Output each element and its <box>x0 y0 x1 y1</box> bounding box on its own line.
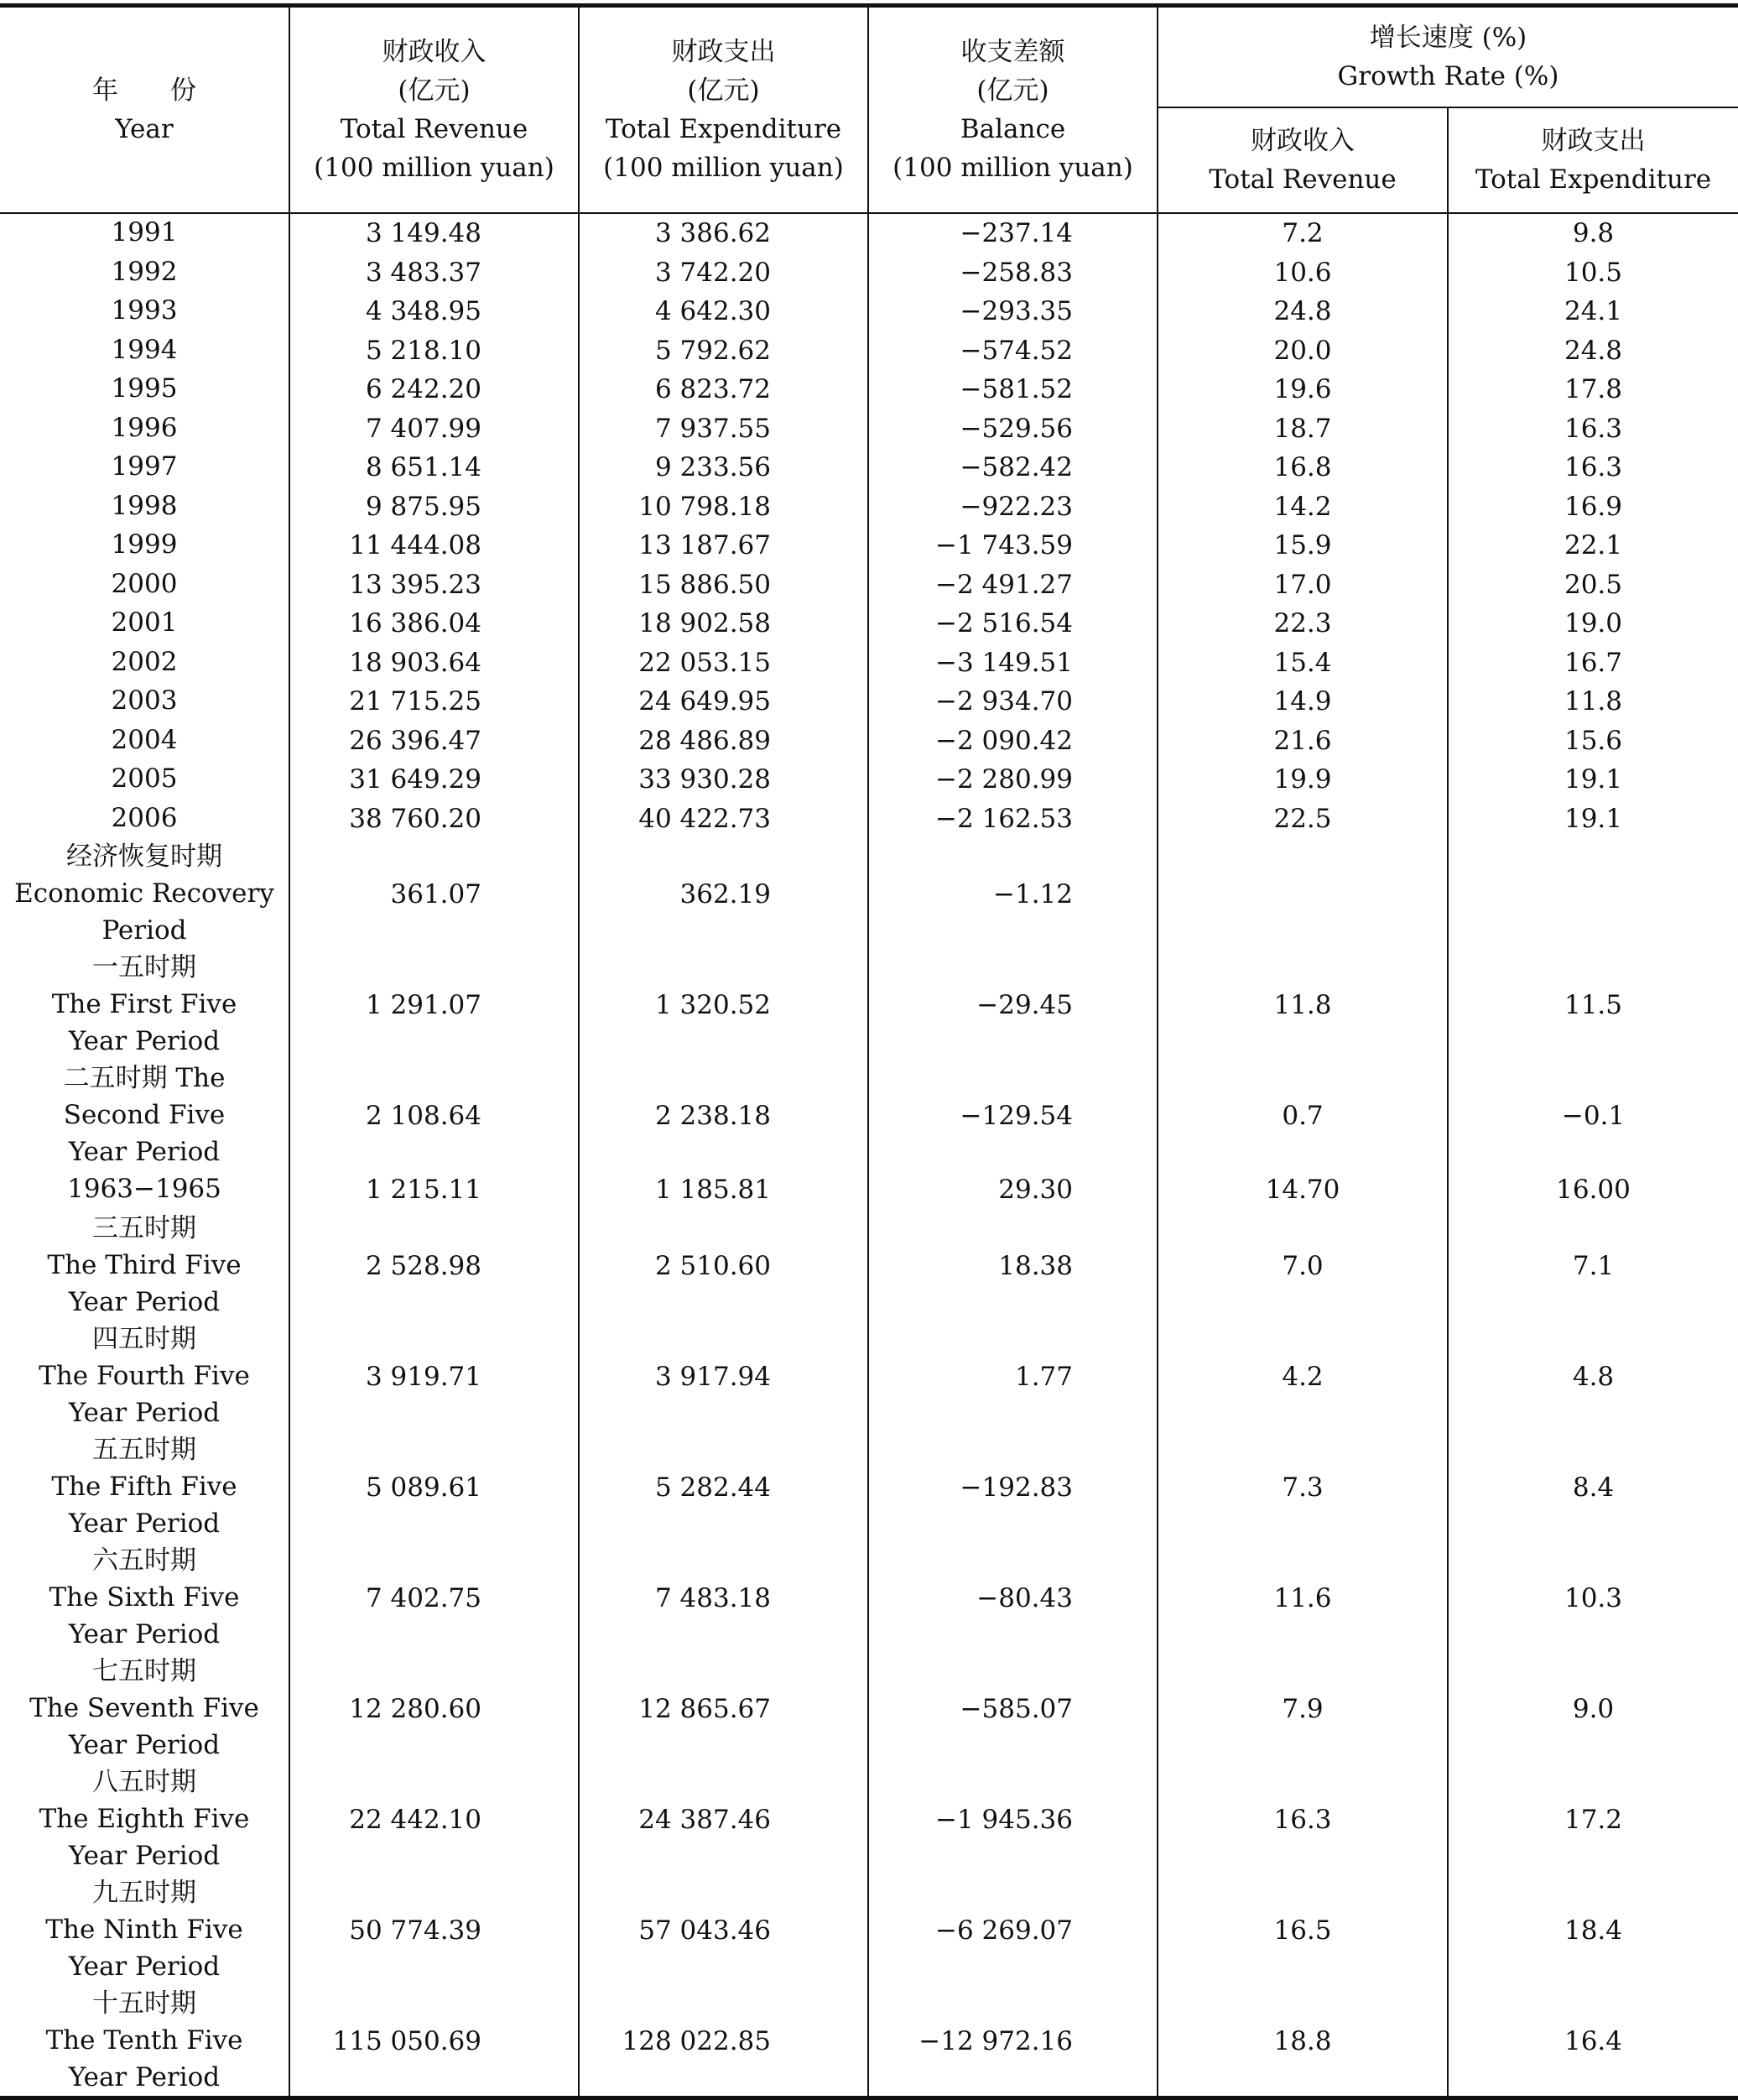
balance-cell: −258.83 <box>868 253 1158 293</box>
row-label <box>0 1431 289 1542</box>
growth-revenue-cell: 0.7 <box>1158 1060 1448 1170</box>
balance-cell: 18.38 <box>868 1210 1158 1321</box>
growth-revenue-cell: 18.7 <box>1158 409 1448 449</box>
growth-expenditure-cell: 9.8 <box>1448 213 1738 253</box>
table-row <box>0 949 1738 1060</box>
balance-cell: −581.52 <box>868 370 1158 409</box>
growth-expenditure-cell <box>1448 838 1738 949</box>
table-row <box>0 1985 1738 2098</box>
balance-cell: −1.12 <box>868 838 1158 949</box>
table-row <box>0 409 1738 449</box>
balance-cell: −293.35 <box>868 292 1158 331</box>
row-label-line: 2006 <box>111 802 178 833</box>
balance-cell: −582.42 <box>868 448 1158 487</box>
balance-cell: −3 149.51 <box>868 644 1158 683</box>
table-row <box>0 526 1738 565</box>
balance-cell: −192.83 <box>868 1431 1158 1542</box>
growth-expenditure-cell: 10.3 <box>1448 1542 1738 1653</box>
table-row <box>0 1874 1738 1985</box>
row-label-line: 2005 <box>111 763 178 794</box>
balance-cell: −585.07 <box>868 1653 1158 1764</box>
header-balance-unit: (亿元) <box>976 76 1049 106</box>
revenue-cell: 21 715.25 <box>289 682 579 722</box>
growth-expenditure-cell: −0.1 <box>1448 1060 1738 1170</box>
expenditure-cell: 28 486.89 <box>579 722 868 761</box>
header-expenditure-unit: (亿元) <box>687 76 760 106</box>
growth-revenue-cell: 17.0 <box>1158 565 1448 605</box>
row-label-line: Year Period <box>68 1397 221 1428</box>
growth-expenditure-cell: 16.3 <box>1448 409 1738 449</box>
row-label <box>0 1653 289 1764</box>
table-row <box>0 1764 1738 1874</box>
row-label-line: 1992 <box>111 256 178 287</box>
revenue-cell: 9 875.95 <box>289 487 579 527</box>
growth-expenditure-cell: 16.3 <box>1448 448 1738 487</box>
revenue-cell: 31 649.29 <box>289 760 579 800</box>
row-label <box>0 526 289 565</box>
expenditure-cell: 1 185.81 <box>579 1170 868 1210</box>
growth-expenditure-cell: 16.7 <box>1448 644 1738 683</box>
growth-revenue-cell: 16.8 <box>1158 448 1448 487</box>
growth-expenditure-cell: 19.1 <box>1448 760 1738 800</box>
row-label <box>0 1060 289 1170</box>
row-label-line: 1963−1965 <box>67 1174 221 1204</box>
growth-expenditure-cell: 24.8 <box>1448 331 1738 371</box>
growth-expenditure-cell: 7.1 <box>1448 1210 1738 1321</box>
table-body <box>0 213 1738 2097</box>
balance-cell: −237.14 <box>868 213 1158 253</box>
fiscal-table <box>0 3 1738 2100</box>
row-label-line: Year Period <box>68 1951 221 1982</box>
growth-revenue-cell: 22.5 <box>1158 800 1448 839</box>
growth-revenue-cell: 20.0 <box>1158 331 1448 371</box>
growth-expenditure-cell: 16.4 <box>1448 1985 1738 2098</box>
expenditure-cell: 13 187.67 <box>579 526 868 565</box>
row-label-line: 2003 <box>111 685 178 716</box>
growth-revenue-cell: 7.9 <box>1158 1653 1448 1764</box>
revenue-cell: 4 348.95 <box>289 292 579 331</box>
revenue-cell: 1 215.11 <box>289 1170 579 1210</box>
header-growth-expenditure-en: Total Expenditure <box>1475 164 1712 195</box>
row-label-line: 1996 <box>111 412 178 443</box>
header-growth-revenue-en: Total Revenue <box>1209 164 1397 195</box>
header-year <box>0 6 289 214</box>
growth-expenditure-cell: 11.8 <box>1448 682 1738 722</box>
row-label <box>0 370 289 409</box>
header-growth-expenditure-zh: 财政支出 <box>1541 126 1646 156</box>
row-label-line: 2001 <box>111 607 178 638</box>
row-label-line: 1991 <box>111 217 178 248</box>
balance-cell: 29.30 <box>868 1170 1158 1210</box>
growth-expenditure-cell: 11.5 <box>1448 949 1738 1060</box>
balance-cell: −29.45 <box>868 949 1158 1060</box>
table-row <box>0 604 1738 644</box>
balance-cell: −1 743.59 <box>868 526 1158 565</box>
row-label-line: Year Period <box>68 1729 221 1760</box>
header-expenditure-zh: 财政支出 <box>671 37 776 67</box>
revenue-cell: 3 919.71 <box>289 1321 579 1431</box>
row-label-line: Year Period <box>68 1026 221 1056</box>
table-row <box>0 331 1738 371</box>
row-label <box>0 604 289 644</box>
growth-expenditure-cell: 20.5 <box>1448 565 1738 605</box>
row-label-line: 1998 <box>111 490 178 521</box>
balance-cell: −2 090.42 <box>868 722 1158 761</box>
row-label-line: Year Period <box>68 1840 221 1871</box>
table-row <box>0 292 1738 331</box>
header-growth-revenue <box>1158 107 1448 213</box>
table-row <box>0 1210 1738 1321</box>
row-label-line: The Ninth Five <box>45 1914 243 1945</box>
table-row <box>0 1431 1738 1542</box>
row-label-line: 二五时期 The <box>63 1063 226 1093</box>
growth-expenditure-cell: 16.9 <box>1448 487 1738 527</box>
expenditure-cell: 5 792.62 <box>579 331 868 371</box>
table-row <box>0 722 1738 761</box>
growth-expenditure-cell: 19.0 <box>1448 604 1738 644</box>
header-expenditure-en-unit: (100 million yuan) <box>603 153 844 183</box>
revenue-cell: 6 242.20 <box>289 370 579 409</box>
revenue-cell: 8 651.14 <box>289 448 579 487</box>
row-label <box>0 565 289 605</box>
row-label-line: 四五时期 <box>92 1323 196 1354</box>
header-balance-en: Balance <box>960 114 1066 144</box>
row-label-line: Period <box>101 915 187 946</box>
expenditure-cell: 7 937.55 <box>579 409 868 449</box>
revenue-cell: 18 903.64 <box>289 644 579 683</box>
expenditure-cell: 3 386.62 <box>579 213 868 253</box>
row-label-line: The Fifth Five <box>51 1471 237 1502</box>
header-growth-expenditure <box>1448 107 1738 213</box>
revenue-cell: 5 089.61 <box>289 1431 579 1542</box>
growth-expenditure-cell: 24.1 <box>1448 292 1738 331</box>
growth-revenue-cell: 7.3 <box>1158 1431 1448 1542</box>
growth-expenditure-cell: 17.2 <box>1448 1764 1738 1874</box>
balance-cell: −574.52 <box>868 331 1158 371</box>
row-label-line: 1993 <box>111 295 178 326</box>
row-label-line: 九五时期 <box>92 1877 196 1908</box>
balance-cell: −1 945.36 <box>868 1764 1158 1874</box>
expenditure-cell: 10 798.18 <box>579 487 868 527</box>
revenue-cell: 1 291.07 <box>289 949 579 1060</box>
row-label <box>0 331 289 371</box>
revenue-cell: 2 108.64 <box>289 1060 579 1170</box>
row-label <box>0 682 289 722</box>
growth-revenue-cell: 21.6 <box>1158 722 1448 761</box>
growth-revenue-cell: 15.4 <box>1158 644 1448 683</box>
row-label-line: The Fourth Five <box>39 1360 250 1391</box>
expenditure-cell: 2 510.60 <box>579 1210 868 1321</box>
row-label-line: 2002 <box>111 646 178 677</box>
growth-expenditure-cell: 9.0 <box>1448 1653 1738 1764</box>
row-label <box>0 722 289 761</box>
table-row <box>0 213 1738 253</box>
table-row <box>0 760 1738 800</box>
row-label-line: 六五时期 <box>92 1545 196 1576</box>
header-revenue-zh: 财政收入 <box>382 37 487 67</box>
growth-expenditure-cell: 8.4 <box>1448 1431 1738 1542</box>
row-label-line: Year Period <box>68 2061 221 2092</box>
growth-revenue-cell: 16.5 <box>1158 1874 1448 1985</box>
growth-revenue-cell: 14.2 <box>1158 487 1448 527</box>
expenditure-cell: 6 823.72 <box>579 370 868 409</box>
table-row <box>0 253 1738 293</box>
growth-expenditure-cell: 17.8 <box>1448 370 1738 409</box>
revenue-cell: 26 396.47 <box>289 722 579 761</box>
growth-revenue-cell: 18.8 <box>1158 1985 1448 2098</box>
balance-cell: 1.77 <box>868 1321 1158 1431</box>
balance-cell: −922.23 <box>868 487 1158 527</box>
row-label-line: 三五时期 <box>92 1212 196 1243</box>
expenditure-cell: 57 043.46 <box>579 1874 868 1985</box>
growth-revenue-cell: 19.6 <box>1158 370 1448 409</box>
balance-cell: −529.56 <box>868 409 1158 449</box>
growth-expenditure-cell: 4.8 <box>1448 1321 1738 1431</box>
growth-expenditure-cell: 19.1 <box>1448 800 1738 839</box>
expenditure-cell: 4 642.30 <box>579 292 868 331</box>
growth-revenue-cell: 14.70 <box>1158 1170 1448 1210</box>
expenditure-cell: 362.19 <box>579 838 868 949</box>
row-label <box>0 1874 289 1985</box>
expenditure-cell: 40 422.73 <box>579 800 868 839</box>
header-revenue-en: Total Revenue <box>340 114 528 144</box>
header-growth-zh: 增长速度 (%) <box>1369 23 1527 53</box>
growth-revenue-cell: 4.2 <box>1158 1321 1448 1431</box>
revenue-cell: 3 483.37 <box>289 253 579 293</box>
balance-cell: −2 934.70 <box>868 682 1158 722</box>
revenue-cell: 361.07 <box>289 838 579 949</box>
row-label-line: 八五时期 <box>92 1766 196 1797</box>
row-label-line: Year Period <box>68 1508 221 1539</box>
expenditure-cell: 15 886.50 <box>579 565 868 605</box>
row-label-line: 经济恢复时期 <box>66 842 222 872</box>
growth-expenditure-cell: 10.5 <box>1448 253 1738 293</box>
expenditure-cell: 9 233.56 <box>579 448 868 487</box>
row-label <box>0 838 289 949</box>
table-row <box>0 838 1738 949</box>
row-label <box>0 1542 289 1653</box>
balance-cell: −2 516.54 <box>868 604 1158 644</box>
growth-revenue-cell: 10.6 <box>1158 253 1448 293</box>
expenditure-cell: 1 320.52 <box>579 949 868 1060</box>
balance-cell: −2 162.53 <box>868 800 1158 839</box>
balance-cell: −2 491.27 <box>868 565 1158 605</box>
table-row <box>0 370 1738 409</box>
row-label-line: 一五时期 <box>92 952 196 982</box>
table-row <box>0 682 1738 722</box>
growth-revenue-cell: 14.9 <box>1158 682 1448 722</box>
table-row <box>0 644 1738 683</box>
header-year-en: Year <box>115 114 174 144</box>
row-label-line: Economic Recovery <box>14 878 274 909</box>
growth-revenue-cell: 16.3 <box>1158 1764 1448 1874</box>
row-label-line: Second Five <box>63 1100 226 1130</box>
header-balance-zh: 收支差额 <box>960 37 1065 67</box>
balance-cell: −129.54 <box>868 1060 1158 1170</box>
row-label-line: Year Period <box>68 1286 221 1317</box>
row-label <box>0 1985 289 2098</box>
table-row <box>0 1321 1738 1431</box>
row-label <box>0 409 289 449</box>
header-growth <box>1158 6 1738 108</box>
table-row <box>0 487 1738 527</box>
revenue-cell: 5 218.10 <box>289 331 579 371</box>
table-row <box>0 800 1738 839</box>
expenditure-cell: 18 902.58 <box>579 604 868 644</box>
balance-cell: −12 972.16 <box>868 1985 1158 2098</box>
revenue-cell: 2 528.98 <box>289 1210 579 1321</box>
row-label <box>0 800 289 839</box>
growth-expenditure-cell: 22.1 <box>1448 526 1738 565</box>
growth-expenditure-cell: 15.6 <box>1448 722 1738 761</box>
header-year-zh: 年 份 <box>92 76 196 106</box>
revenue-cell: 115 050.69 <box>289 1985 579 2098</box>
row-label-line: Year Period <box>68 1618 221 1649</box>
row-label-line: 1999 <box>111 529 178 560</box>
growth-revenue-cell: 11.8 <box>1158 949 1448 1060</box>
table-row <box>0 1170 1738 1210</box>
balance-cell: −80.43 <box>868 1542 1158 1653</box>
row-label-line: The Third Five <box>47 1249 242 1280</box>
growth-revenue-cell: 7.2 <box>1158 213 1448 253</box>
expenditure-cell: 24 387.46 <box>579 1764 868 1874</box>
expenditure-cell: 3 917.94 <box>579 1321 868 1431</box>
row-label-line: The Sixth Five <box>49 1582 240 1613</box>
row-label-line: The Tenth Five <box>45 2024 243 2056</box>
growth-revenue-cell: 11.6 <box>1158 1542 1448 1653</box>
header-revenue-unit: (亿元) <box>398 76 471 106</box>
growth-revenue-cell: 15.9 <box>1158 526 1448 565</box>
revenue-cell: 7 407.99 <box>289 409 579 449</box>
table-row <box>0 565 1738 605</box>
row-label <box>0 253 289 293</box>
expenditure-cell: 7 483.18 <box>579 1542 868 1653</box>
expenditure-cell: 12 865.67 <box>579 1653 868 1764</box>
row-label-line: 七五时期 <box>92 1655 196 1686</box>
row-label-line: 2004 <box>111 724 178 755</box>
growth-revenue-cell: 7.0 <box>1158 1210 1448 1321</box>
revenue-cell: 3 149.48 <box>289 213 579 253</box>
row-label <box>0 487 289 527</box>
row-label-line: The Seventh Five <box>29 1692 259 1723</box>
table-row <box>0 1060 1738 1170</box>
row-label <box>0 1210 289 1321</box>
header-balance-en-unit: (100 million yuan) <box>892 153 1133 183</box>
table-row <box>0 1542 1738 1653</box>
header-expenditure <box>579 6 868 214</box>
expenditure-cell: 2 238.18 <box>579 1060 868 1170</box>
revenue-cell: 7 402.75 <box>289 1542 579 1653</box>
revenue-cell: 38 760.20 <box>289 800 579 839</box>
row-label <box>0 448 289 487</box>
header-growth-revenue-zh: 财政收入 <box>1251 126 1355 156</box>
header-growth-en: Growth Rate (%) <box>1337 61 1559 91</box>
row-label-line: Year Period <box>68 1137 221 1167</box>
expenditure-cell: 5 282.44 <box>579 1431 868 1542</box>
row-label <box>0 760 289 800</box>
row-label-line: 五五时期 <box>92 1434 196 1465</box>
revenue-cell: 50 774.39 <box>289 1874 579 1985</box>
row-label <box>0 1321 289 1431</box>
row-label <box>0 1170 289 1210</box>
row-label-line: 1997 <box>111 451 178 482</box>
growth-expenditure-cell: 18.4 <box>1448 1874 1738 1985</box>
row-label-line: 十五时期 <box>92 1988 196 2019</box>
row-label <box>0 1764 289 1874</box>
balance-cell: −2 280.99 <box>868 760 1158 800</box>
balance-cell: −6 269.07 <box>868 1874 1158 1985</box>
header-expenditure-en: Total Expenditure <box>605 114 842 144</box>
row-label <box>0 292 289 331</box>
row-label-line: The First Five <box>51 989 237 1019</box>
revenue-cell: 22 442.10 <box>289 1764 579 1874</box>
row-label-line: The Eighth Five <box>39 1803 250 1834</box>
table-header <box>0 6 1738 214</box>
row-label-line: 1994 <box>111 334 178 365</box>
row-label <box>0 644 289 683</box>
expenditure-cell: 22 053.15 <box>579 644 868 683</box>
header-balance <box>868 6 1158 214</box>
revenue-cell: 13 395.23 <box>289 565 579 605</box>
revenue-cell: 12 280.60 <box>289 1653 579 1764</box>
growth-expenditure-cell: 16.00 <box>1448 1170 1738 1210</box>
growth-revenue-cell <box>1158 838 1448 949</box>
table-row <box>0 1653 1738 1764</box>
table-row <box>0 448 1738 487</box>
expenditure-cell: 128 022.85 <box>579 1985 868 2098</box>
growth-revenue-cell: 24.8 <box>1158 292 1448 331</box>
expenditure-cell: 33 930.28 <box>579 760 868 800</box>
expenditure-cell: 3 742.20 <box>579 253 868 293</box>
revenue-cell: 16 386.04 <box>289 604 579 644</box>
growth-revenue-cell: 22.3 <box>1158 604 1448 644</box>
row-label-line: 1995 <box>111 373 178 404</box>
row-label <box>0 949 289 1060</box>
row-label <box>0 213 289 253</box>
revenue-cell: 11 444.08 <box>289 526 579 565</box>
header-revenue-en-unit: (100 million yuan) <box>314 153 554 183</box>
expenditure-cell: 24 649.95 <box>579 682 868 722</box>
growth-revenue-cell: 19.9 <box>1158 760 1448 800</box>
row-label-line: 2000 <box>111 568 178 599</box>
header-revenue <box>289 6 579 214</box>
